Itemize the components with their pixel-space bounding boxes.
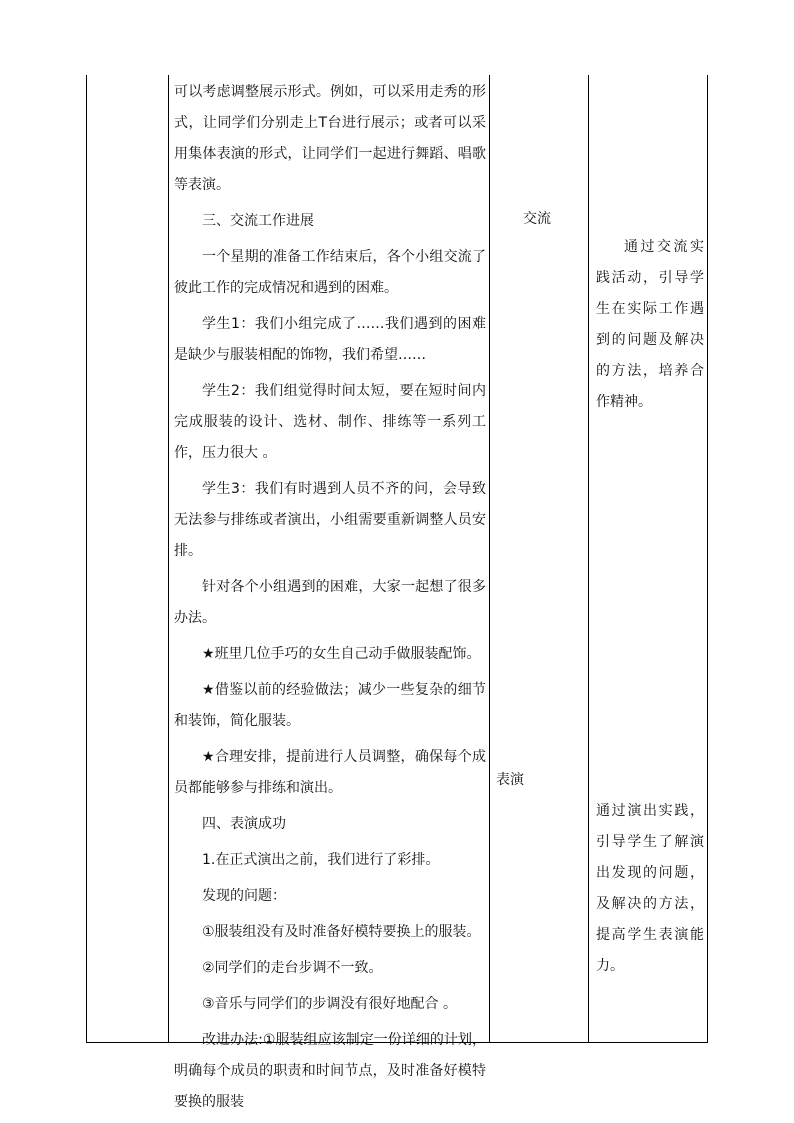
paragraph: 针对各个小组遇到的困难，大家一起想了很多办法。 [174,579,486,626]
section-heading: 四、表演成功 [202,816,286,832]
paragraph: 学生2：我们组觉得时间太短，要在短时间内完成服装的设计、选材、制作、排练等一系列工作，压力很大 。 [174,383,486,461]
design-note-performance: 通过演出实践，引导学生了解演出发现的问题，及解决的方法，提高学生表演能力。 [596,803,704,974]
table-border-left [86,75,87,1043]
paragraph: 发现的问题： [202,888,286,904]
paragraph: 学生3：我们有时遇到人员不齐的问，会导致无法参与排练或者演出，小组需要重新调整人员安排。 [174,481,486,559]
paragraph: 改进办法:①服装组应该制定一份详细的计划，明确每个成员的职责和时间节点，及时准备好模特要换的服装 [174,1032,486,1110]
paragraph: 一个星期的准备工作结束后，各个小组交流了彼此工作的完成情况和遇到的困难。 [174,249,486,296]
paragraph: 学生1：我们小组完成了……我们遇到的困难是缺少与服装相配的饰物，我们希望…… [174,316,486,363]
table-divider-1 [168,75,169,1043]
list-item: ③音乐与同学们的步调没有很好地配合 。 [202,996,457,1012]
list-item: ★借鉴以前的经验做法；减少一些复杂的细节和装饰，简化服装。 [174,682,486,729]
table-divider-3 [588,75,589,1043]
list-item: ①服装组没有及时准备好模特要换上的服装。 [202,924,481,940]
process-column [174,77,486,1123]
list-item: ★合理安排，提前进行人员调整，确保每个成员都能够参与排练和演出。 [174,749,486,796]
section-heading: 三、交流工作进展 [202,213,314,229]
paragraph: 可以考虑调整展示形式。例如，可以采用走秀的形式，让同学们分别走上T台进行展示；或者可以采用集体表演的形式，让同学们一起进行舞蹈、唱歌等表演。 [174,84,486,193]
table-divider-2 [489,75,490,1043]
paragraph: 1.在正式演出之前，我们进行了彩排。 [202,852,440,868]
list-item: ★班里几位手巧的女生自己动手做服装配饰。 [202,646,481,662]
activity-label-performance: 表演 [496,772,524,788]
activity-label-exchange: 交流 [523,211,551,227]
table-border-right [707,75,708,1043]
list-item: ②同学们的走台步调不一致。 [202,960,383,976]
design-note-exchange: 通过交流实践活动，引导学生在实际工作遇到的问题及解决的方法，培养合作精神。 [596,239,704,410]
